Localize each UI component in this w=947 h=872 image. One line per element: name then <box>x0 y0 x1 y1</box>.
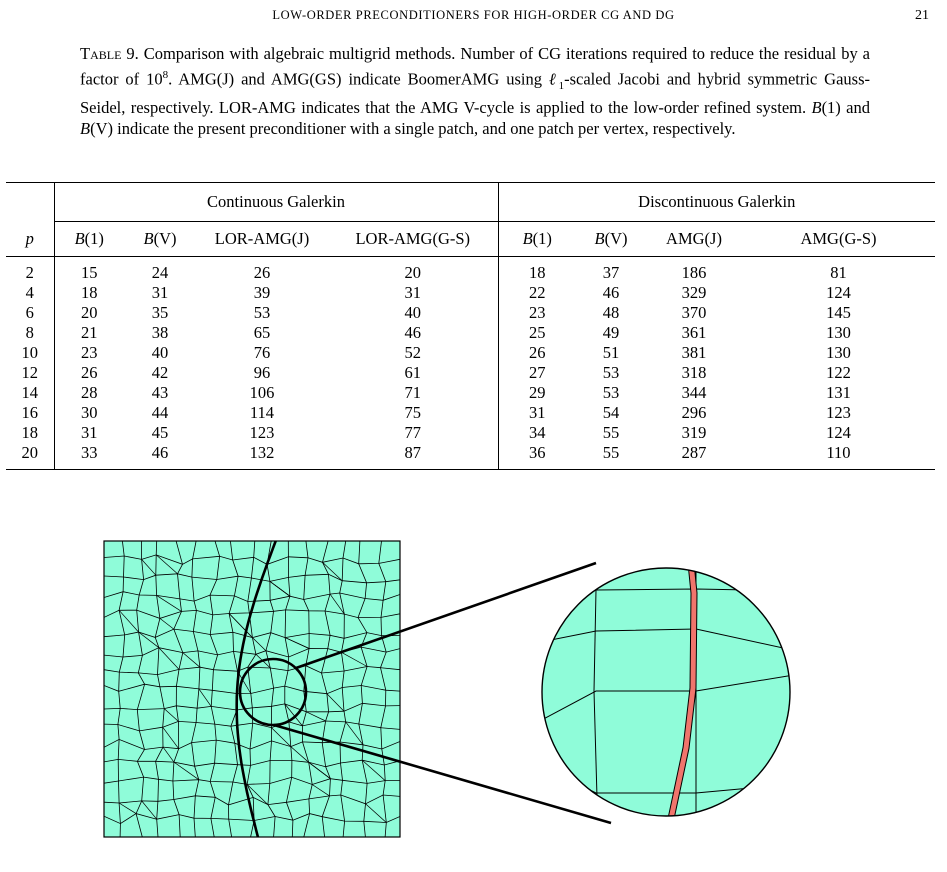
table-cell: 36 <box>529 443 546 462</box>
table-cell: 30 <box>81 403 98 422</box>
table-cell: 27 <box>529 363 546 382</box>
column-symbol: B <box>594 229 605 248</box>
table-cell: 296 <box>681 403 707 422</box>
table-cell: 87 <box>328 443 498 470</box>
column-header-cg <box>54 222 124 257</box>
table-cell: 29 <box>529 383 546 402</box>
table-cell: 81 <box>830 263 847 282</box>
cell-p: 8 <box>6 323 54 343</box>
table-cell: 28 <box>81 383 98 402</box>
table-cell: 344 <box>681 383 707 402</box>
caption-exponent: 8 <box>162 68 169 81</box>
table-cell: 51 <box>602 343 620 362</box>
table-cell: 123 <box>826 403 851 422</box>
caption-text: . AMG(J) and AMG(GS) indicate BoomerAMG using <box>168 69 549 88</box>
column-symbol-arg: (V) <box>604 229 628 248</box>
running-head <box>0 6 947 26</box>
cell-p: 6 <box>6 303 54 323</box>
table-cell: 361 <box>681 323 707 342</box>
table-cell: 31 <box>529 403 546 422</box>
caption-text: indicate the present preconditioner with a single patch, and one patch per vertex, respectively. <box>113 119 736 139</box>
table-cell: 42 <box>151 363 169 382</box>
table-cell: 130 <box>826 343 851 362</box>
cell-p: 18 <box>6 423 54 443</box>
table-cell: 124 <box>826 423 851 442</box>
column-symbol: B <box>522 229 533 248</box>
table-cell: 25 <box>529 323 546 342</box>
mesh-figure <box>96 533 856 863</box>
table-cell: 40 <box>151 343 169 362</box>
table-cell: 38 <box>151 323 169 342</box>
table-cell: 52 <box>328 343 498 363</box>
table-row <box>6 403 935 423</box>
table-cell: 75 <box>328 403 498 423</box>
table-cell: 49 <box>602 323 620 342</box>
table-caption <box>80 43 870 140</box>
caption-b1-arg: (1) <box>821 97 841 117</box>
column-header-dg: AMG(J) <box>666 229 722 248</box>
cell-p: 2 <box>6 257 54 283</box>
table-cell: 33 <box>81 443 98 462</box>
table-row <box>6 257 935 283</box>
table-cell: 21 <box>81 323 98 342</box>
column-symbol: B <box>143 229 154 248</box>
table-cell: 122 <box>826 363 851 382</box>
table-cell: 53 <box>253 303 271 322</box>
cell-p: 14 <box>6 383 54 403</box>
page-number: 21 <box>915 8 929 23</box>
table-cell: 132 <box>249 443 275 462</box>
table-cell: 61 <box>328 363 498 383</box>
mesh-illustration <box>96 533 856 863</box>
table-row <box>6 303 935 323</box>
cell-p: 20 <box>6 443 54 470</box>
table-cell: 40 <box>328 303 498 323</box>
column-header-cg: LOR-AMG(G-S) <box>328 222 498 257</box>
table-cell: 131 <box>826 383 851 402</box>
mesh-square <box>104 541 400 837</box>
table-row <box>6 443 935 470</box>
table-cell: 45 <box>151 423 169 442</box>
table-cell: 76 <box>253 343 271 362</box>
column-symbol-arg: (V) <box>153 229 177 248</box>
table-cell: 26 <box>253 263 271 282</box>
table-cell: 23 <box>529 303 546 322</box>
corner-cell <box>6 183 54 222</box>
zoomed-detail <box>536 533 806 833</box>
group-header-cg: Continuous Galerkin <box>54 183 498 222</box>
table-cell: 65 <box>253 323 271 342</box>
table-cell: 123 <box>249 423 275 442</box>
running-title: LOW-ORDER PRECONDITIONERS FOR HIGH-ORDER CG AND DG <box>272 8 675 22</box>
table-cell: 31 <box>151 283 169 302</box>
table-cell: 110 <box>826 443 851 462</box>
table-row <box>6 343 935 363</box>
zoom-disc <box>542 568 790 816</box>
table-cell: 124 <box>826 283 851 302</box>
column-header-dg <box>576 222 646 257</box>
table-cell: 37 <box>602 263 620 282</box>
caption-ell: ℓ <box>548 69 559 88</box>
column-header-p <box>6 222 54 257</box>
table-cell: 145 <box>826 303 851 322</box>
table-cell: 20 <box>328 257 498 283</box>
cell-p: 12 <box>6 363 54 383</box>
cell-p: 10 <box>6 343 54 363</box>
column-header-cg: LOR-AMG(J) <box>214 229 310 248</box>
table-cell: 43 <box>151 383 169 402</box>
table-cell: 18 <box>81 283 98 302</box>
table-cell: 44 <box>151 403 169 422</box>
table-cell: 34 <box>529 423 546 442</box>
table-cell: 381 <box>681 343 707 362</box>
table-cell: 287 <box>681 443 707 462</box>
table-cell: 15 <box>81 263 98 282</box>
zoom-edge <box>796 591 806 833</box>
table-cell: 46 <box>328 323 498 343</box>
caption-bv-arg: (V) <box>90 119 113 139</box>
cell-p: 4 <box>6 283 54 303</box>
table-cell: 23 <box>81 343 98 362</box>
table-cell: 39 <box>253 283 271 302</box>
column-header-cg <box>124 222 196 257</box>
column-symbol-arg: (1) <box>532 229 552 248</box>
table-cell: 96 <box>253 363 271 382</box>
table-row <box>6 323 935 343</box>
table-cell: 55 <box>602 443 620 462</box>
table-cell: 46 <box>602 283 620 302</box>
table-cell: 26 <box>529 343 546 362</box>
table-cell: 114 <box>249 403 275 422</box>
column-header-dg: AMG(G-S) <box>800 229 877 248</box>
table-cell: 318 <box>681 363 707 382</box>
table-cell: 31 <box>328 283 498 303</box>
caption-b1-symbol: B <box>811 97 822 117</box>
group-header-dg: Discontinuous Galerkin <box>498 183 935 222</box>
cell-p: 16 <box>6 403 54 423</box>
table-cell: 329 <box>681 283 707 302</box>
table-cell: 55 <box>602 423 620 442</box>
caption-text: -scaled Jacobi and hybrid symmetric Gauss-Seidel, respectively. LOR-AMG indicates that the AMG V-cycle is applied to the low-order refined system. <box>80 69 871 117</box>
table-cell: 186 <box>681 263 707 282</box>
table-cell: 35 <box>151 303 169 322</box>
table-cell: 319 <box>681 423 707 442</box>
table-row <box>6 383 935 403</box>
table-cell: 53 <box>602 363 620 382</box>
mesh-domain <box>104 541 400 837</box>
caption-bv-symbol: B <box>80 119 91 139</box>
column-symbol: B <box>74 229 85 248</box>
table-label: Table 9. <box>80 44 139 63</box>
table-cell: 370 <box>681 303 707 322</box>
column-header-dg <box>498 222 576 257</box>
table-cell: 18 <box>529 263 546 282</box>
table-row <box>6 363 935 383</box>
p-symbol: p <box>25 228 34 248</box>
table-cell: 77 <box>328 423 498 443</box>
column-symbol-arg: (1) <box>84 229 104 248</box>
table-row <box>6 283 935 303</box>
table-cell: 31 <box>81 423 98 442</box>
caption-ell-sub: 1 <box>558 79 565 92</box>
table-cell: 26 <box>81 363 98 382</box>
table-cell: 48 <box>602 303 620 322</box>
table-cell: 54 <box>602 403 620 422</box>
table-cell: 46 <box>151 443 169 462</box>
table-cell: 71 <box>328 383 498 403</box>
results-table <box>6 182 935 470</box>
table-cell: 22 <box>529 283 546 302</box>
table-cell: 130 <box>826 323 851 342</box>
table-cell: 24 <box>151 263 169 282</box>
table-cell: 53 <box>602 383 620 402</box>
table-cell: 106 <box>249 383 275 402</box>
caption-text: and <box>840 97 871 117</box>
table-row <box>6 423 935 443</box>
caption-text: Comparison with algebraic multigrid methods. Number of CG iterations required to reduce the residual by a factor of 10 <box>80 44 870 88</box>
table-cell: 20 <box>81 303 98 322</box>
